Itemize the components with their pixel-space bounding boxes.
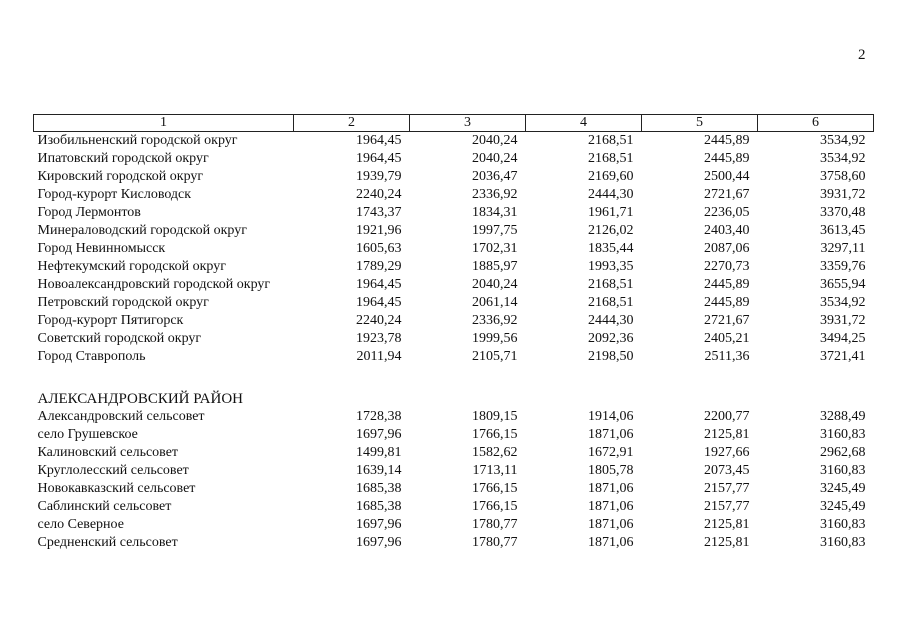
value-cell: 2157,77 [704,499,750,514]
value-cell: 1885,97 [472,259,518,274]
value-cell: 1871,06 [588,499,634,514]
value-cell: 1914,06 [588,409,634,424]
table-row [34,276,874,294]
value-cell: 3758,60 [820,169,866,184]
table-row [34,462,874,480]
value-cell: 1766,15 [472,427,518,442]
value-cell: 2157,77 [704,481,750,496]
value-cell: 1939,79 [356,169,402,184]
value-cell: 2336,92 [472,313,518,328]
value-cell: 2445,89 [704,295,750,310]
value-cell: 1685,38 [356,481,402,496]
value-cell: 3160,83 [820,427,866,442]
value-cell: 1927,66 [704,445,750,460]
value-cell: 2011,94 [356,349,402,364]
value-cell: 1605,63 [356,241,402,256]
value-cell: 1871,06 [588,427,634,442]
row-name-cell: Новокавказский сельсовет [37,481,196,496]
column-header: 4 [526,115,642,132]
value-cell: 2721,67 [704,187,750,202]
value-cell: 2444,30 [588,187,634,202]
table-row [34,444,874,462]
value-cell: 1728,38 [356,409,402,424]
value-cell: 2511,36 [704,349,750,364]
value-cell: 3655,94 [820,277,866,292]
row-name-cell: Советский городской округ [37,331,202,346]
value-cell: 1809,15 [472,409,518,424]
row-name-cell: село Грушевское [37,427,138,442]
value-cell: 1964,45 [356,133,402,148]
value-cell: 2087,06 [704,241,750,256]
value-cell: 1713,11 [472,463,518,478]
value-cell: 2092,36 [588,331,634,346]
value-cell: 2125,81 [704,427,750,442]
row-name-cell: Ипатовский городской округ [37,151,209,166]
value-cell: 3245,49 [820,481,866,496]
value-cell: 3494,25 [820,331,866,346]
table-row [34,480,874,498]
value-cell: 3534,92 [820,295,866,310]
value-cell: 1999,56 [472,331,518,346]
table-row [34,408,874,426]
value-cell: 3534,92 [820,133,866,148]
value-cell: 2061,14 [472,295,518,310]
value-cell: 1780,77 [472,517,518,532]
value-cell: 1997,75 [472,223,518,238]
row-name-cell: Город Невинномысск [37,241,166,256]
value-cell: 2445,89 [704,133,750,148]
value-cell: 1743,37 [356,205,402,220]
value-cell: 2445,89 [704,277,750,292]
table-row [34,132,874,151]
row-name-cell: Петровский городской округ [37,295,209,310]
value-cell: 2036,47 [472,169,518,184]
value-cell: 1964,45 [356,277,402,292]
value-cell: 1835,44 [588,241,634,256]
tariff-table-container [33,114,874,552]
value-cell: 2721,67 [704,313,750,328]
value-cell: 2073,45 [704,463,750,478]
value-cell: 1871,06 [588,481,634,496]
row-name-cell: Средненский сельсовет [37,535,178,550]
value-cell: 1766,15 [472,481,518,496]
value-cell: 1685,38 [356,499,402,514]
row-name-cell: Калиновский сельсовет [37,445,179,460]
row-name-cell: Город-курорт Кисловодск [37,187,192,202]
row-name-cell: село Северное [37,517,124,532]
value-cell: 3160,83 [820,463,866,478]
value-cell: 3931,72 [820,187,866,202]
value-cell: 2240,24 [356,313,402,328]
value-cell: 2962,68 [820,445,866,460]
value-cell: 1697,96 [356,427,402,442]
value-cell: 2198,50 [588,349,634,364]
value-cell: 1871,06 [588,535,634,550]
value-cell: 2040,24 [472,277,518,292]
table-row [34,294,874,312]
table-row [34,240,874,258]
value-cell: 1964,45 [356,151,402,166]
value-cell: 1789,29 [356,259,402,274]
value-cell: 3288,49 [820,409,866,424]
value-cell: 1702,31 [472,241,518,256]
table-row [34,150,874,168]
row-name-cell: Минераловодский городской округ [37,223,247,238]
row-name-cell: Саблинский сельсовет [37,499,172,514]
value-cell: 1672,91 [588,445,634,460]
row-name-cell: Изобильненский городской округ [37,133,238,148]
spacer-row [34,366,874,380]
value-cell: 1805,78 [588,463,634,478]
value-cell: 1871,06 [588,517,634,532]
table-header [34,115,874,132]
value-cell: 2168,51 [588,133,634,148]
column-header: 5 [642,115,758,132]
table-row [34,204,874,222]
value-cell: 1766,15 [472,499,518,514]
page-number: 2 [858,47,866,63]
spacer-cell [34,366,874,380]
table-row [34,348,874,366]
value-cell: 1499,81 [356,445,402,460]
value-cell: 2040,24 [472,133,518,148]
value-cell: 3245,49 [820,499,866,514]
value-cell: 1780,77 [472,535,518,550]
value-cell: 1697,96 [356,535,402,550]
section-row [34,380,874,408]
table-row [34,168,874,186]
value-cell: 1923,78 [356,331,402,346]
value-cell: 2125,81 [704,535,750,550]
table-row [34,222,874,240]
value-cell: 1921,96 [356,223,402,238]
row-name-cell: Нефтекумский городской округ [37,259,226,274]
table-row [34,426,874,444]
value-cell: 2040,24 [472,151,518,166]
column-header: 6 [758,115,874,132]
value-cell: 2125,81 [704,517,750,532]
value-cell: 3370,48 [820,205,866,220]
column-header: 2 [294,115,410,132]
table-row [34,516,874,534]
table-row [34,534,874,552]
value-cell: 2168,51 [588,295,634,310]
value-cell: 2169,60 [588,169,634,184]
value-cell: 1834,31 [472,205,518,220]
value-cell: 2270,73 [704,259,750,274]
value-cell: 2444,30 [588,313,634,328]
table-row [34,186,874,204]
value-cell: 3721,41 [820,349,866,364]
value-cell: 1582,62 [472,445,518,460]
row-name-cell: Город Ставрополь [37,349,146,364]
value-cell: 3160,83 [820,535,866,550]
value-cell: 2168,51 [588,151,634,166]
value-cell: 1964,45 [356,295,402,310]
tariff-table [33,114,874,552]
value-cell: 3931,72 [820,313,866,328]
value-cell: 1697,96 [356,517,402,532]
table-row [34,498,874,516]
row-name-cell: Новоалександровский городской округ [37,277,271,292]
value-cell: 2405,21 [704,331,750,346]
column-header: 1 [34,115,294,132]
value-cell: 2168,51 [588,277,634,292]
value-cell: 3297,11 [820,241,866,256]
value-cell: 3359,76 [820,259,866,274]
value-cell: 2500,44 [704,169,750,184]
table-row [34,258,874,276]
table-row [34,330,874,348]
value-cell: 2336,92 [472,187,518,202]
section-title: АЛЕКСАНДРОВСКИЙ РАЙОН [37,391,243,407]
value-cell: 3160,83 [820,517,866,532]
value-cell: 1639,14 [356,463,402,478]
value-cell: 3534,92 [820,151,866,166]
table-row [34,312,874,330]
value-cell: 2240,24 [356,187,402,202]
row-name-cell: Город Лермонтов [37,205,141,220]
value-cell: 2126,02 [588,223,634,238]
value-cell: 1961,71 [588,205,634,220]
table-body [34,132,874,553]
value-cell: 2445,89 [704,151,750,166]
header-row [34,115,874,132]
value-cell: 2236,05 [704,205,750,220]
column-header: 3 [410,115,526,132]
row-name-cell: Александровский сельсовет [37,409,205,424]
value-cell: 2403,40 [704,223,750,238]
value-cell: 1993,35 [588,259,634,274]
row-name-cell: Город-курорт Пятигорск [37,313,184,328]
value-cell: 3613,45 [820,223,866,238]
row-name-cell: Круглолесский сельсовет [37,463,189,478]
value-cell: 2200,77 [704,409,750,424]
row-name-cell: Кировский городской округ [37,169,204,184]
value-cell: 2105,71 [472,349,518,364]
